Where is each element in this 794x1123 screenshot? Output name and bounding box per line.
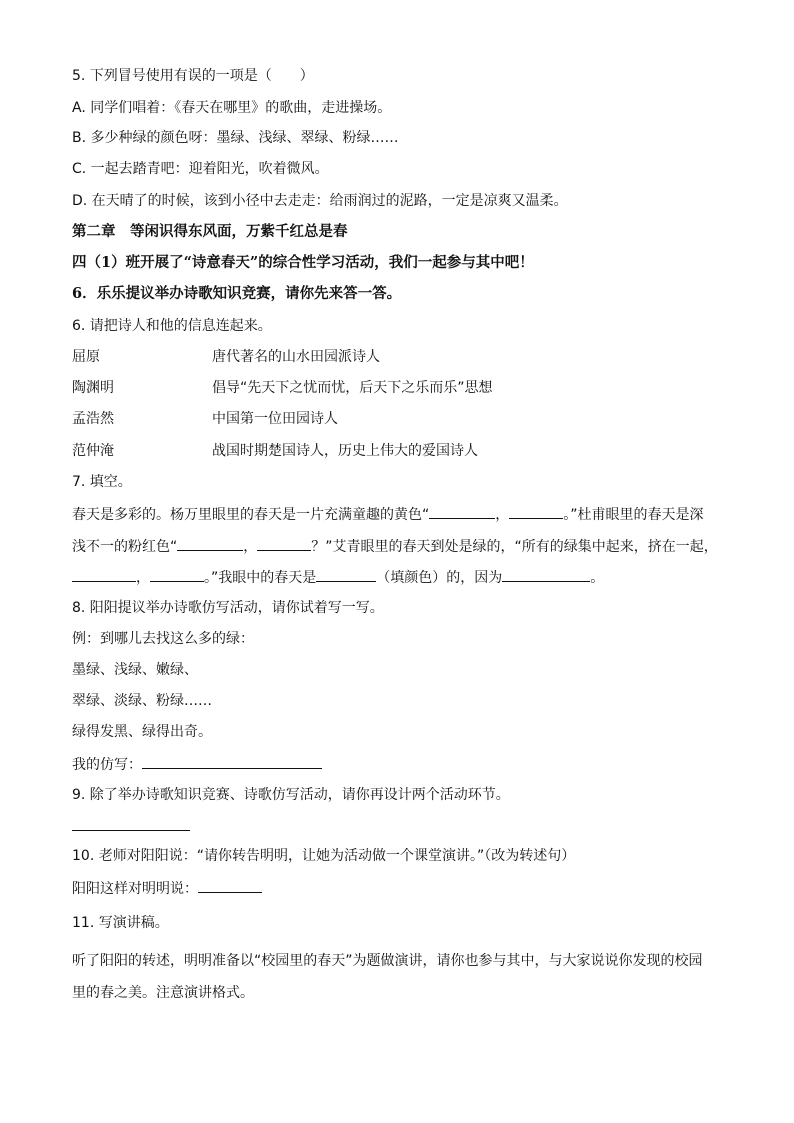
q8-example-line: 绿得发黑、绿得出奇。	[72, 724, 212, 740]
poet-name: 孟浩然	[72, 411, 114, 427]
poet-info: 唐代著名的山水田园派诗人	[212, 349, 380, 365]
poet-name: 屈原	[72, 349, 100, 365]
q11-prompt-line-2: 里的春之美。注意演讲格式。	[72, 985, 254, 1001]
q8-example-line: 例：到哪儿去找这么多的绿：	[72, 631, 254, 647]
fill-blank[interactable]	[257, 536, 311, 551]
q7-line-3: ， 。”我眼中的春天是 （填颜色）的，因为 。	[72, 567, 604, 588]
fill-blank[interactable]	[177, 536, 243, 551]
q11-stem: 11. 写演讲稿。	[72, 915, 169, 931]
q7-line-1: 春天是多彩的。杨万里眼里的春天是一片充满童趣的黄色“ ， 。”杜甫眼里的春天是深	[72, 504, 704, 525]
answer-line[interactable]	[198, 878, 262, 893]
q6-stem: 6. 请把诗人和他的信息连起来。	[72, 318, 272, 334]
q9-stem: 9. 除了举办诗歌知识竞赛、诗歌仿写活动，请你再设计两个活动环节。	[72, 787, 510, 803]
fill-blank[interactable]	[150, 567, 204, 582]
q7-stem: 7. 填空。	[72, 474, 132, 490]
fill-blank[interactable]	[502, 567, 590, 582]
q5-option-d: D. 在天晴了的时候，该到小径中去走走：给雨润过的泥路，一定是凉爽又温柔。	[72, 193, 568, 209]
task6-heading: 6．乐乐提议举办诗歌知识竞赛，请你先来答一答。	[72, 285, 402, 302]
answer-line[interactable]	[142, 754, 322, 769]
q5-option-c: C. 一起去踏青吧：迎着阳光，吹着微风。	[72, 161, 329, 177]
q10-answer: 阳阳这样对明明说：	[72, 878, 262, 899]
q10-stem: 10. 老师对阳阳说：“请你转告明明，让她为活动做一个课堂演讲。”（改为转述句）	[72, 848, 576, 864]
q5-stem: 5. 下列冒号使用有误的一项是（ ）	[72, 68, 314, 84]
chapter-intro: 四（1）班开展了“诗意春天”的综合性学习活动，我们一起参与其中吧！	[72, 254, 534, 271]
q7-line-2: 浅不一的粉红色“ ， ？”艾青眼里的春天到处是绿的，“所有的绿集中起来，挤在一起，	[72, 536, 718, 557]
poet-info: 中国第一位田园诗人	[212, 411, 338, 427]
q11-prompt-line-1: 听了阳阳的转述，明明准备以“校园里的春天”为题做演讲，请你也参与其中，与大家说说你发现的校园	[72, 953, 703, 969]
q8-example-line: 翠绿、淡绿、粉绿……	[72, 693, 212, 709]
fill-blank[interactable]	[509, 504, 563, 519]
fill-blank[interactable]	[429, 504, 495, 519]
fill-blank[interactable]	[72, 567, 136, 582]
fill-blank[interactable]	[316, 567, 376, 582]
chapter-title: 第二章 等闲识得东风面，万紫千红总是春	[72, 223, 348, 240]
q9-answer-line[interactable]	[72, 830, 190, 831]
poet-name: 陶渊明	[72, 380, 114, 396]
q5-option-a: A. 同学们唱着：《春天在哪里》的歌曲，走进操场。	[72, 100, 392, 116]
poet-name: 范仲淹	[72, 443, 114, 459]
q8-my-imitation: 我的仿写：	[72, 754, 322, 775]
q5-option-b: B. 多少种绿的颜色呀：墨绿、浅绿、翠绿、粉绿……	[72, 130, 399, 146]
q8-example-line: 墨绿、浅绿、嫩绿、	[72, 662, 198, 678]
poet-info: 战国时期楚国诗人，历史上伟大的爱国诗人	[212, 443, 478, 459]
poet-info: 倡导“先天下之忧而忧，后天下之乐而乐”思想	[212, 380, 493, 396]
q8-stem: 8. 阳阳提议举办诗歌仿写活动，请你试着写一写。	[72, 600, 384, 616]
